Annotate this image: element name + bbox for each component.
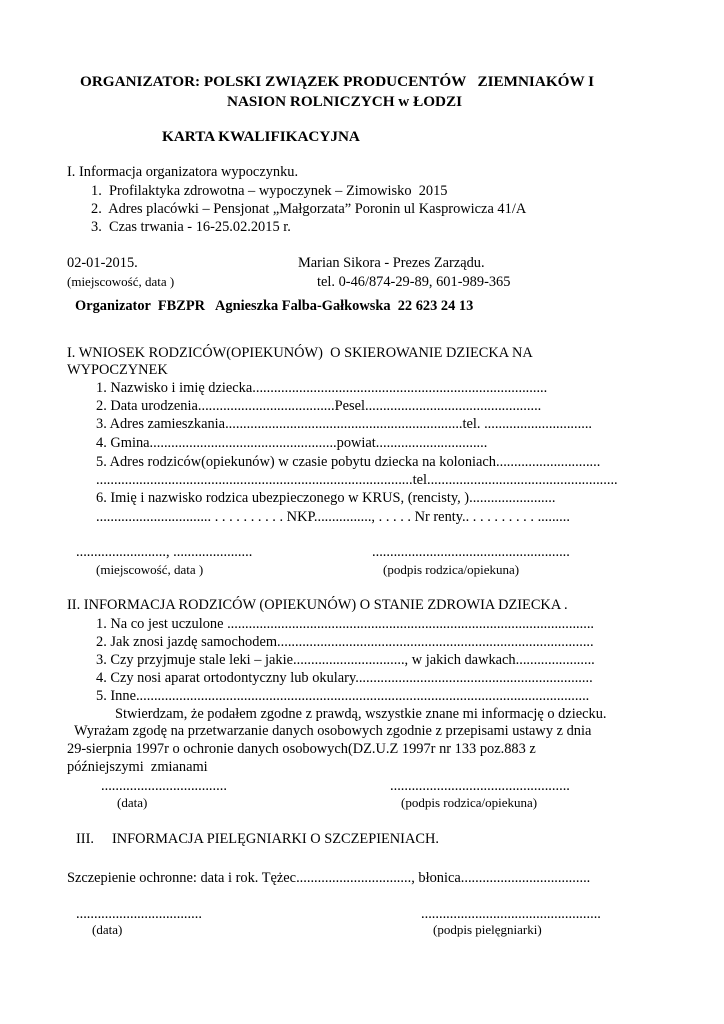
issue-date-caption: (miejscowość, data ) (67, 274, 175, 289)
nurse-signature-line[interactable]: .................................................. (421, 906, 601, 922)
signer-name: Marian Sikora - Prezes Zarządu. (298, 255, 485, 271)
nurse-heading: III. INFORMACJA PIELĘGNIARKI O SZCZEPIENIACH. (76, 831, 439, 847)
request-place-date-caption: (miejscowość, data ) (96, 562, 204, 577)
health-heading: II. INFORMACJA RODZICÓW (OPIEKUNÓW) O STANIE ZDROWIA DZIECKA . (67, 597, 568, 613)
organizer-info-heading: I. Informacja organizatora wypoczynku. (67, 164, 299, 180)
signer-phone: tel. 0-46/874-29-89, 601-989-365 (317, 274, 511, 290)
request-place-date-signature-line[interactable]: ........................., ...................... (76, 544, 253, 560)
request-heading-line1: I. WNIOSEK RODZICÓW(OPIEKUNÓW) O SKIEROWANIE DZIECKA NA (67, 345, 533, 361)
orthodontic-glasses-field[interactable]: 4. Czy nosi aparat ortodontyczny lub okulary.................................................................. (96, 670, 593, 686)
request-parent-signature-caption: (podpis rodzica/opiekuna) (383, 562, 520, 577)
organizer-info-item: 3. Czas trwania - 16-25.02.2015 r. (91, 219, 291, 235)
vaccination-field[interactable]: Szczepienie ochronne: data i rok. Tężec................................, błonica.................................... (67, 870, 591, 886)
organizer-contact: Organizator FBZPR Agnieszka Falba-Gałkowska 22 623 24 13 (75, 298, 474, 314)
health-parent-signature-line[interactable]: .................................................. (390, 778, 570, 794)
other-field[interactable]: 5. Inne.............................................................................................................................. (96, 688, 590, 704)
card-title: KARTA KWALIFIKACYJNA (162, 128, 360, 145)
health-parent-signature-caption: (podpis rodzica/opiekuna) (401, 795, 538, 810)
nurse-signature-caption: (podpis pielęgniarki) (433, 922, 542, 937)
insured-parent-field[interactable]: 6. Imię i nazwisko rodzica ubezpieczonego w KRUS, (rencisty, )........................ (96, 490, 556, 506)
municipality-field[interactable]: 4. Gmina....................................................powiat............................... (96, 435, 488, 451)
organizer-info-item: 2. Adres placówki – Pensjonat „Małgorzata” Poronin ul Kasprowicza 41/A (91, 201, 527, 217)
parents-address-continuation-field[interactable]: ........................................................................................tel..................................................... (96, 472, 618, 488)
consent-line2: 29-sierpnia 1997r o ochronie danych osobowych(DZ.U.Z 1997r nr 133 poz.883 z (67, 741, 536, 757)
health-date-signature-line[interactable]: ................................... (101, 778, 227, 794)
request-heading-line2: WYPOCZYNEK (67, 362, 168, 378)
parents-address-field[interactable]: 5. Adres rodziców(opiekunów) w czasie pobytu dziecka na koloniach............................. (96, 454, 601, 470)
nurse-date-caption: (data) (92, 922, 123, 937)
consent-line1: Wyrażam zgodę na przetwarzanie danych osobowych zgodnie z przepisami ustawy z dnia (74, 723, 592, 739)
issue-date: 02-01-2015. (67, 255, 138, 271)
truth-statement: Stwierdzam, że podałem zgodne z prawdą, wszystkie znane mi informację o dziecku. (115, 706, 607, 722)
organizer-title-line2: NASION ROLNICZYCH w ŁODZI (227, 93, 463, 110)
request-parent-signature-line[interactable]: ....................................................... (372, 544, 570, 560)
allergy-field[interactable]: 1. Na co jest uczulone ...................................................................................................... (96, 616, 595, 632)
child-name-field[interactable]: 1. Nazwisko i imię dziecka.................................................................................. (96, 380, 548, 396)
birth-date-pesel-field[interactable]: 2. Data urodzenia......................................Pesel................................................. (96, 398, 542, 414)
medications-field[interactable]: 3. Czy przyjmuje stale leki – jakie..............................., w jakich dawkach...................... (96, 652, 595, 668)
organizer-title-line1: ORGANIZATOR: POLSKI ZWIĄZEK PRODUCENTÓW ZIEMNIAKÓW I (80, 73, 595, 90)
address-field[interactable]: 3. Adres zamieszkania..................................................................tel. .............................. (96, 416, 593, 432)
nurse-date-signature-line[interactable]: ................................... (76, 906, 202, 922)
organizer-info-item: 1. Profilaktyka zdrowotna – wypoczynek – Zimowisko 2015 (91, 183, 448, 199)
car-travel-field[interactable]: 2. Jak znosi jazdę samochodem........................................................................................ (96, 634, 594, 650)
nkp-pension-field[interactable]: ................................ . . . . . . . . . . NKP................, . . . . . Nr renty.. . . . . . . . . . ......... (96, 509, 570, 525)
consent-line3: późniejszymi zmianami (67, 759, 208, 775)
health-date-caption: (data) (117, 795, 148, 810)
